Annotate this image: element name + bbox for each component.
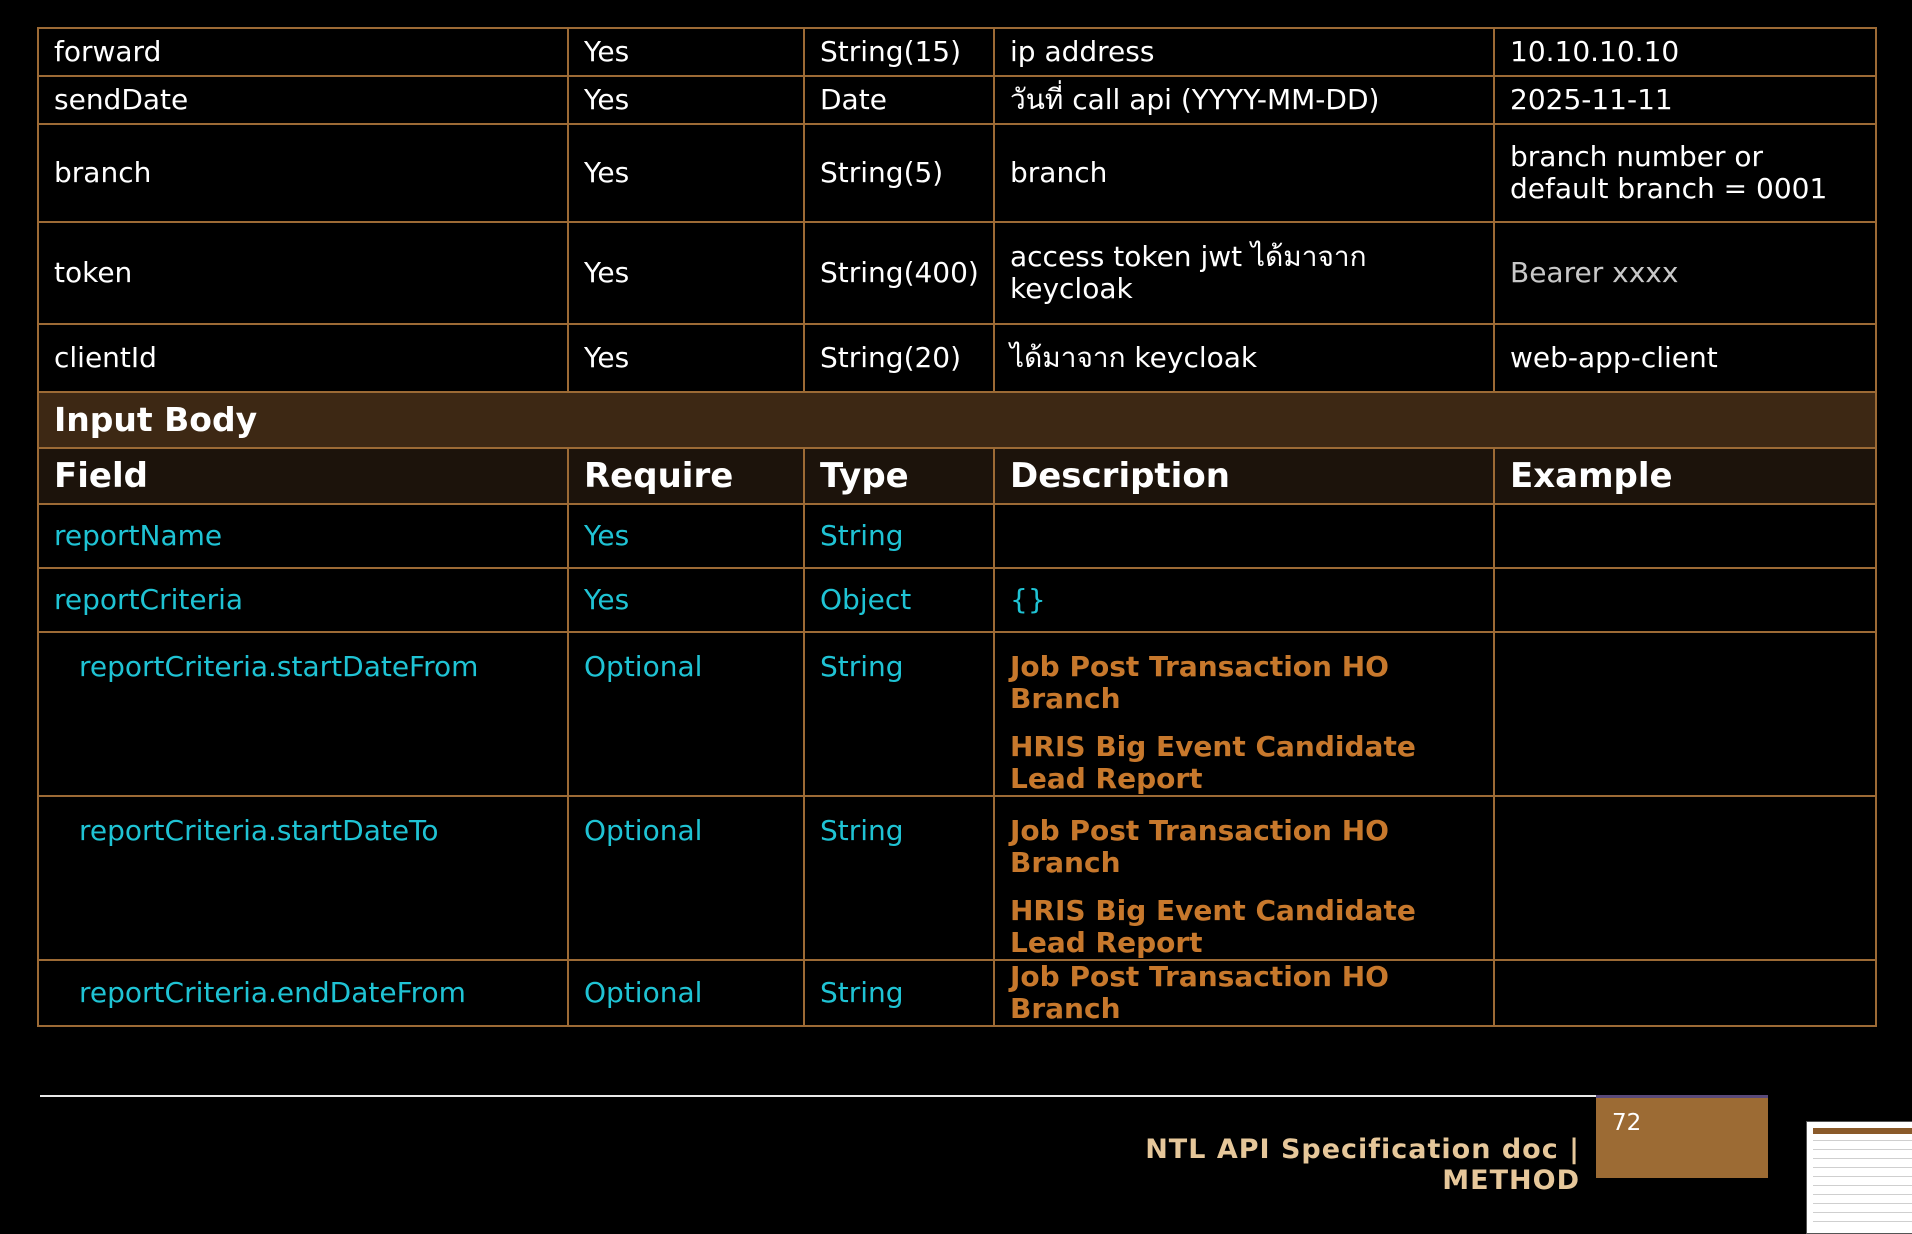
- thumbnail-row-line: [1813, 1194, 1912, 1195]
- description-cell: [994, 632, 1494, 796]
- slide-thumbnail[interactable]: [1806, 1121, 1912, 1234]
- field-cell: reportName: [38, 504, 568, 568]
- example-cell: branch number or default branch = 0001: [1494, 124, 1876, 222]
- example-cell: 2025-11-11: [1494, 76, 1876, 124]
- example-cell: [1494, 960, 1876, 1026]
- example-cell: [1494, 504, 1876, 568]
- thumbnail-row-line: [1813, 1212, 1912, 1213]
- require-cell: Optional: [568, 796, 804, 960]
- example-cell: Bearer xxxx: [1494, 222, 1876, 324]
- require-cell: Yes: [568, 324, 804, 392]
- require-cell: Yes: [568, 568, 804, 632]
- description-cell: access token jwt ได้มาจาก keycloak: [994, 222, 1494, 324]
- thumbnail-row-line: [1813, 1203, 1912, 1204]
- thumbnail-row-line: [1813, 1185, 1912, 1186]
- column-header-row: [38, 448, 1876, 504]
- table-row: [38, 796, 1876, 960]
- column-header-require: Require: [568, 448, 804, 504]
- description-cell: [994, 960, 1494, 1026]
- thumbnail-row-line: [1813, 1158, 1912, 1159]
- thumbnail-row-line: [1813, 1176, 1912, 1177]
- type-cell: String: [804, 504, 994, 568]
- type-cell: String: [804, 960, 994, 1026]
- description-line: HRIS Big Event Candidate Lead Report: [1010, 894, 1416, 959]
- section-header-row: [38, 392, 1876, 448]
- description-cell: [994, 504, 1494, 568]
- field-cell: clientId: [38, 324, 568, 392]
- description-cell: ได้มาจาก keycloak: [994, 324, 1494, 392]
- field-cell: branch: [38, 124, 568, 222]
- section-title: Input Body: [38, 392, 1876, 448]
- thumbnail-row-line: [1813, 1140, 1912, 1141]
- require-cell: Yes: [568, 222, 804, 324]
- example-cell: web-app-client: [1494, 324, 1876, 392]
- description-line: Job Post Transaction HO Branch: [1010, 650, 1389, 715]
- thumbnail-header-bar: [1813, 1128, 1912, 1134]
- page-number-box: [1596, 1095, 1768, 1178]
- field-cell: forward: [38, 28, 568, 76]
- type-cell: String: [804, 632, 994, 796]
- field-cell: reportCriteria.endDateFrom: [38, 960, 568, 1026]
- type-cell: String(20): [804, 324, 994, 392]
- type-cell: String(400): [804, 222, 994, 324]
- thumbnail-row-line: [1813, 1167, 1912, 1168]
- field-cell: reportCriteria.startDateFrom: [38, 632, 568, 796]
- description-cell: [994, 796, 1494, 960]
- table-row: [38, 504, 1876, 568]
- footer-title: NTL API Specification doc | METHOD: [1145, 1134, 1580, 1196]
- field-cell: reportCriteria: [38, 568, 568, 632]
- column-header-description: Description: [994, 448, 1494, 504]
- require-cell: Optional: [568, 960, 804, 1026]
- column-header-type: Type: [804, 448, 994, 504]
- table-row: [38, 222, 1876, 324]
- description-cell: {}: [994, 568, 1494, 632]
- type-cell: Date: [804, 76, 994, 124]
- table-row: [38, 568, 1876, 632]
- table-row: [38, 76, 1876, 124]
- require-cell: Yes: [568, 76, 804, 124]
- api-spec-table: [37, 27, 1877, 1027]
- description-cell: branch: [994, 124, 1494, 222]
- table-row: [38, 324, 1876, 392]
- field-cell: sendDate: [38, 76, 568, 124]
- type-cell: String: [804, 796, 994, 960]
- column-header-example: Example: [1494, 448, 1876, 504]
- table-row: [38, 632, 1876, 796]
- footer-divider: [40, 1095, 1596, 1097]
- example-cell: [1494, 568, 1876, 632]
- table-row: [38, 124, 1876, 222]
- require-cell: Yes: [568, 124, 804, 222]
- thumbnail-row-line: [1813, 1221, 1912, 1222]
- description-line: HRIS Big Event Candidate Lead Report: [1010, 730, 1416, 795]
- example-cell: [1494, 632, 1876, 796]
- type-cell: Object: [804, 568, 994, 632]
- require-cell: Yes: [568, 28, 804, 76]
- thumbnail-row-line: [1813, 1149, 1912, 1150]
- description-cell: วันที่ call api (YYYY-MM-DD): [994, 76, 1494, 124]
- example-cell: 10.10.10.10: [1494, 28, 1876, 76]
- require-cell: Yes: [568, 504, 804, 568]
- example-cell: [1494, 796, 1876, 960]
- type-cell: String(5): [804, 124, 994, 222]
- column-header-field: Field: [38, 448, 568, 504]
- table-row: [38, 960, 1876, 1026]
- table-row: [38, 28, 1876, 76]
- require-cell: Optional: [568, 632, 804, 796]
- description-line: Job Post Transaction HO Branch: [1010, 960, 1389, 1025]
- type-cell: String(15): [804, 28, 994, 76]
- description-cell: ip address: [994, 28, 1494, 76]
- description-line: Job Post Transaction HO Branch: [1010, 814, 1389, 879]
- field-cell: reportCriteria.startDateTo: [38, 796, 568, 960]
- page-number: 72: [1612, 1110, 1642, 1136]
- field-cell: token: [38, 222, 568, 324]
